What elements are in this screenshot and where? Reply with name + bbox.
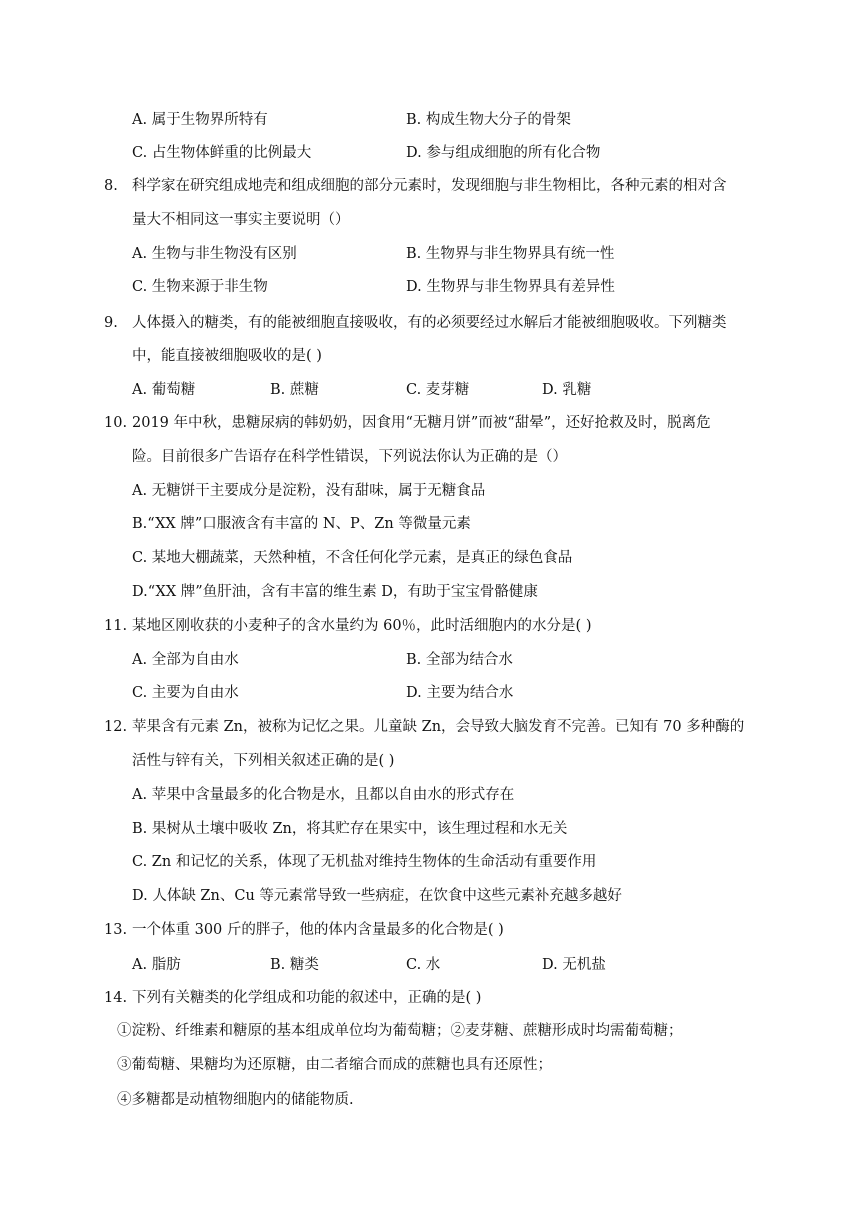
q9-number: 9. xyxy=(104,315,118,331)
q13-option-a: A. 脂肪 xyxy=(132,957,181,973)
q9-stem-line2: 中，能直接被细胞吸收的是( ) xyxy=(132,348,322,364)
q12-option-b: B. 果树从土壤中吸收 Zn，将其贮存在果实中，该生理过程和水无关 xyxy=(132,821,568,837)
q11-option-b: B. 全部为结合水 xyxy=(406,652,513,668)
q10-option-c: C. 某地大棚蔬菜，天然种植，不含任何化学元素，是真正的绿色食品 xyxy=(132,550,573,566)
q7-option-c: C. 占生物体鲜重的比例最大 xyxy=(132,145,312,161)
q10-option-a: A. 无糖饼干主要成分是淀粉，没有甜味，属于无糖食品 xyxy=(132,483,486,499)
q13-option-d: D. 无机盐 xyxy=(542,957,606,973)
q10-stem-line1: 2019 年中秋，患糖尿病的韩奶奶，因食用“无糖月饼”而被“甜晕”，还好抢救及时，脱离危 xyxy=(132,415,711,431)
q11-number: 11. xyxy=(104,618,128,634)
q7-option-b: B. 构成生物大分子的骨架 xyxy=(406,112,571,128)
q13-number: 13. xyxy=(104,922,128,938)
q11-option-d: D. 主要为结合水 xyxy=(406,685,514,701)
q7-option-a: A. 属于生物界所特有 xyxy=(132,112,268,128)
q8-number: 8. xyxy=(104,178,118,194)
q8-option-c: C. 生物来源于非生物 xyxy=(132,279,268,295)
q11-option-a: A. 全部为自由水 xyxy=(132,652,239,668)
q9-stem-line1: 人体摄入的糖类，有的能被细胞直接吸收，有的必须要经过水解后才能被细胞吸收。下列糖类 xyxy=(132,315,727,331)
q10-option-b: B.“XX 牌”口服液含有丰富的 N、P、Zn 等微量元素 xyxy=(132,516,471,532)
q7-option-d: D. 参与组成细胞的所有化合物 xyxy=(406,145,601,161)
q14-statement-3: ③葡萄糖、果糖均为还原糖，由二者缩合而成的蔗糖也具有还原性； xyxy=(117,1057,552,1073)
q13-stem-line1: 一个体重 300 斤的胖子，他的体内含量最多的化合物是( ) xyxy=(132,922,504,938)
q8-option-a: A. 生物与非生物没有区别 xyxy=(132,246,297,262)
q10-stem-line2: 险。目前很多广告语存在科学性错误，下列说法你认为正确的是（） xyxy=(132,449,567,465)
q9-option-a: A. 葡萄糖 xyxy=(132,382,196,398)
q8-option-d: D. 生物界与非生物界具有差异性 xyxy=(406,279,615,295)
q9-option-b: B. 蔗糖 xyxy=(270,382,319,398)
q12-stem-line2: 活性与锌有关，下列相关叙述正确的是( ) xyxy=(132,753,395,769)
q12-stem-line1: 苹果含有元素 Zn，被称为记忆之果。儿童缺 Zn，会导致大脑发育不完善。已知有 70 多种酶的 xyxy=(132,719,745,735)
q10-number: 10. xyxy=(104,415,128,431)
q9-option-c: C. 麦芽糖 xyxy=(406,382,470,398)
q10-option-d: D.“XX 牌”鱼肝油，含有丰富的维生素 D，有助于宝宝骨骼健康 xyxy=(132,584,538,600)
q14-stem-line1: 下列有关糖类的化学组成和功能的叙述中，正确的是( ) xyxy=(132,990,482,1006)
q14-statement-1-2: ①淀粉、纤维素和糖原的基本组成单位均为葡萄糖；②麦芽糖、蔗糖形成时均需葡萄糖； xyxy=(117,1023,683,1039)
q8-stem-line1: 科学家在研究组成地壳和组成细胞的部分元素时，发现细胞与非生物相比，各种元素的相对含 xyxy=(132,178,727,194)
q8-stem-line2: 量大不相同这一事实主要说明（） xyxy=(132,212,350,228)
q12-option-d: D. 人体缺 Zn、Cu 等元素常导致一些病症，在饮食中这些元素补充越多越好 xyxy=(132,888,622,904)
q11-option-c: C. 主要为自由水 xyxy=(132,685,239,701)
q13-option-b: B. 糖类 xyxy=(270,957,319,973)
q9-option-d: D. 乳糖 xyxy=(542,382,592,398)
q12-option-a: A. 苹果中含量最多的化合物是水，且都以自由水的形式存在 xyxy=(132,787,515,803)
q13-option-c: C. 水 xyxy=(406,957,441,973)
q14-statement-4: ④多糖都是动植物细胞内的储能物质. xyxy=(117,1092,354,1108)
q12-option-c: C. Zn 和记忆的关系，体现了无机盐对维持生物体的生命活动有重要作用 xyxy=(132,854,597,870)
q8-option-b: B. 生物界与非生物界具有统一性 xyxy=(406,246,615,262)
q11-stem-line1: 某地区刚收获的小麦种子的含水量约为 60％，此时活细胞内的水分是( ) xyxy=(132,618,592,634)
q14-number: 14. xyxy=(104,990,128,1006)
q12-number: 12. xyxy=(104,719,128,735)
